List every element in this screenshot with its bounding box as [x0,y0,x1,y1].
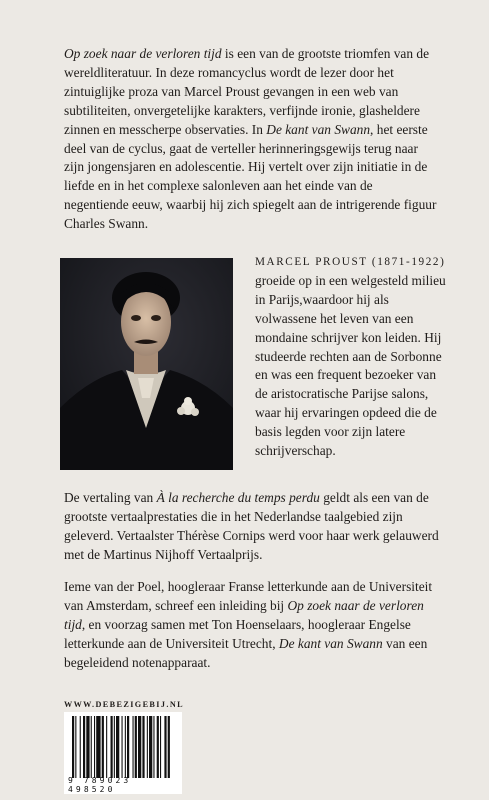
barcode-bar [122,716,123,778]
barcode-bar [127,716,129,778]
barcode-bar [153,716,154,778]
barcode-bar [114,716,115,778]
introduction-text-end: van een begeleidend notenapparaat. [64,635,428,670]
barcode-bar [135,716,137,778]
barcode-bar [75,716,76,778]
barcode-bar [147,716,148,778]
barcode-bar [164,716,166,778]
barcode-bar [138,716,141,778]
title-kant-van-swann-2: De kant van Swann [278,635,383,651]
barcode-bar [72,716,74,778]
barcode-bar [168,716,170,778]
barcode-bar [80,716,81,778]
barcode-bar [116,716,119,778]
barcode-bar [111,716,113,778]
intro-paragraph [64,45,440,234]
barcode-bar [96,716,100,778]
translation-text-end: geldt als een van de grootste vertaalprestaties die in het Nederlandse taalgebied zijn geleverd. Vertaalster Thérèse Cornips werd voor haar werk gelauwerd met de Martinus Nijhoff Vertaalprijs. [64,490,439,562]
barcode-bar [149,716,152,778]
intro-text-end: , het eerste deel van de cyclus, gaat de verteller herinneringsgewijs terug naar zijn jongensjaren en adolescentie. Hij vertelt over zijn initiatie in de liefde en in het complexe salonleven aan het einde van de negentiende eeuw, waarbij hij zich spiegelt aan de intrigerende figuur Charles Swann. [64,121,437,232]
barcode-bar [157,716,159,778]
barcode-bar [142,716,144,778]
introduction-paragraph [64,578,440,673]
title-a-la-recherche: À la recherche du temps perdu [156,490,320,505]
barcode-bar [106,716,107,778]
translation-text: De vertaling van [64,490,157,505]
title-op-zoek: Op zoek naar de verloren tijd [64,46,222,61]
barcode-bar [160,716,161,778]
isbn-digits: 9 789023 498520 [68,776,132,794]
barcode-bar [94,716,95,778]
barcode-bar [133,716,134,778]
publisher-website: WWW.DEBEZIGEBIJ.NL [64,700,184,709]
title-op-zoek-2: Op zoek naar de verloren tijd [64,597,424,632]
author-years: (1871-1922) [367,256,446,268]
title-kant-van-swann: De kant van Swann [266,121,371,137]
author-name: MARCEL PROUST [255,256,368,268]
barcode-bar [91,716,92,778]
author-portrait [60,258,233,470]
barcode-bar [83,716,85,778]
introduction-text-mid: , en voorzag samen met Ton Hoenselaars, hoogleraar Engelse letterkunde aan de Universiteit Utrecht, [64,616,411,651]
translation-paragraph [64,489,440,565]
barcode-bar [125,716,126,778]
intro-text: is een van de grootste triomfen van de wereldliteratuur. In deze romancyclus wordt de lezer door het zintuiglijke proza van Marcel Proust gevangen in een web van subtiliteiten, onvergetelijke karakters, verfijnde ironie, glasheldere zinnen en messcherpe observaties. In [64,46,430,137]
barcode-bars [64,712,182,782]
introduction-text: Ieme van der Poel, hoogleraar Franse letterkunde aan de Universiteit van Amsterdam, schreef een inleiding bij [64,579,433,613]
isbn-barcode [64,712,182,794]
barcode-bar [86,716,89,778]
author-bio [255,252,447,461]
bio-text: groeide op in een welgesteld milieu in Parijs,waardoor hij als volwassene het leven van een mondaine schrijver kon leiden. Hij studeerde rechten aan de Sorbonne en was een frequent bezoeker van de aristocratische Parijse salons, waar hij ervaringen opdeed die de basis legden voor zijn latere schrijverschap. [255,272,446,459]
barcode-bar [102,716,104,778]
